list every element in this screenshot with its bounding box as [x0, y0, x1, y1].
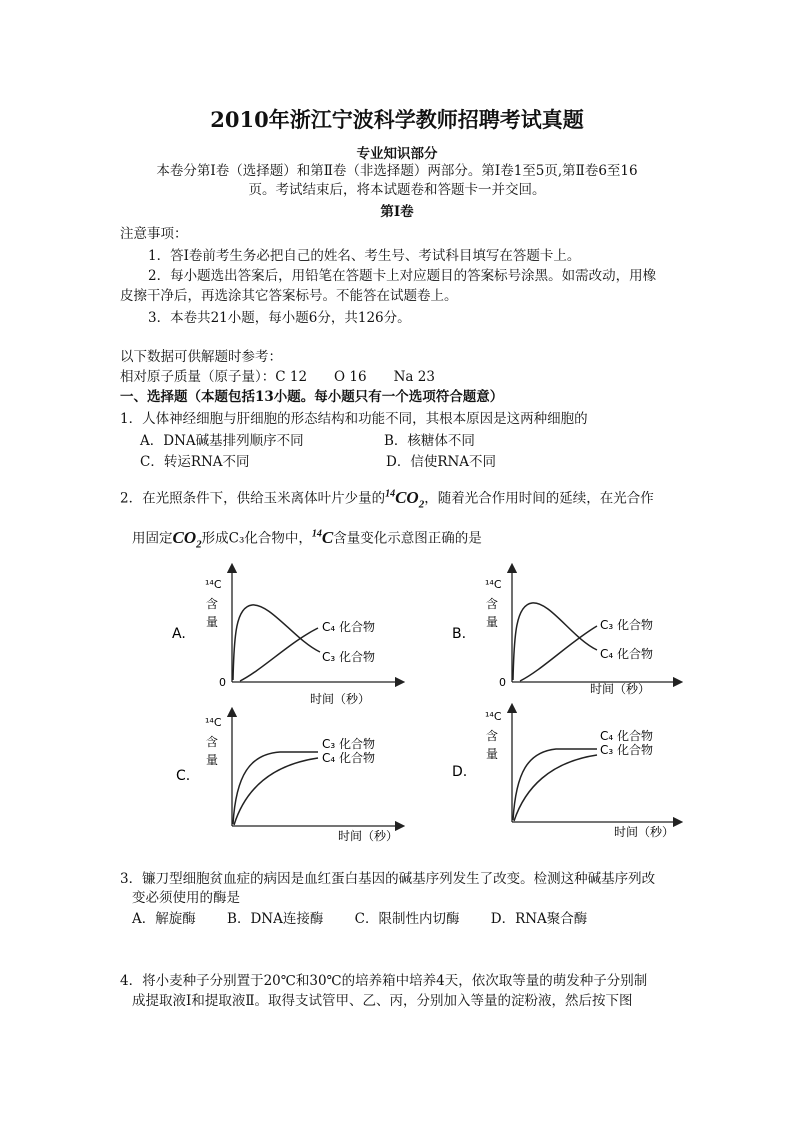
q2-stem-part-b: ，随着光合作用时间的延续，在光合作	[424, 490, 654, 507]
y-axis-label-mid: 含	[486, 597, 499, 611]
reference-line-2: 相对原子质量（原子量）：C 12 O 16 Na 23	[120, 369, 435, 385]
x-axis-label: 时间（秒）	[310, 692, 371, 706]
y-axis-label-mid: 含	[206, 597, 219, 611]
note-1: 1．答Ⅰ卷前考生务必把自己的姓名、考生号、考试科目填写在答题卡上。	[148, 248, 581, 264]
q3-stem-line-2: 变必须使用的酶是	[132, 890, 240, 906]
page-title: 2010年浙江宁波科学教师招聘考试真题	[210, 107, 584, 132]
x-axis-label: 时间（秒）	[590, 682, 651, 696]
x-axis-label: 时间（秒）	[338, 829, 399, 843]
panel-letter-b: B.	[452, 626, 467, 642]
note-3: 3．本卷共21小题，每小题6分，共126分。	[148, 310, 411, 326]
graph-panel-a	[172, 568, 400, 706]
y-axis-label-mid: 含	[206, 735, 219, 749]
curve-c3-fast-plateau	[233, 752, 318, 824]
note-2b: 皮擦干净后，再选涂其它答案标号。不能答在试题卷上。	[120, 288, 458, 304]
q4-stem-line-1: 4．将小麦种子分别置于20℃和30℃的培养箱中培养4天，依次取等量的萌发种子分别制	[120, 973, 648, 989]
q2-stem-line-1	[120, 484, 654, 514]
part1-heading: 一、选择题（本题包括13小题。每小题只有一个选项符合题意）	[120, 389, 504, 405]
origin-label: 0	[499, 676, 506, 689]
graph-panel-b	[452, 568, 678, 696]
q1-stem: 1．人体神经细胞与肝细胞的形态结构和功能不同，其根本原因是这两种细胞的	[120, 411, 588, 427]
series-label-lower: C₄ 化合物	[322, 751, 376, 765]
intro-line-1: 本卷分第Ⅰ卷（选择题）和第Ⅱ卷（非选择题）两部分。第Ⅰ卷1至5页,第Ⅱ卷6至16	[156, 163, 638, 179]
series-label-lower: C₄ 化合物	[600, 647, 654, 661]
y-axis-label-bot: 量	[486, 615, 499, 629]
y-axis-label-bot: 量	[486, 747, 499, 761]
q2-stem-line-2: 用固定$CO_2$形成C₃化合物中，$^{14}$C含量变化示意图正确的是	[132, 527, 482, 551]
note-2a: 2．每小题选出答案后，用铅笔在答题卡上对应题目的答案标号涂黑。如需改动，用橡	[148, 268, 657, 284]
q1-option-a: A．DNA碱基排列顺序不同	[140, 433, 304, 449]
q1-option-c: C．转运RNA不同	[140, 454, 250, 470]
series-label-upper: C₄ 化合物	[600, 729, 654, 743]
exam-subtitle: 专业知识部分	[356, 146, 438, 162]
curve-c4-slow-rise	[234, 758, 318, 825]
curve-c4-peak	[513, 603, 597, 680]
y-axis-label-mid: 含	[486, 729, 499, 743]
panel-letter-a: A.	[172, 626, 186, 642]
series-label-lower: C₃ 化合物	[600, 743, 654, 757]
graph-panel-d	[452, 708, 678, 839]
y-axis-label-top: ¹⁴C	[485, 578, 502, 591]
y-axis-label-bot: 量	[206, 615, 219, 629]
reference-line-1: 以下数据可供解题时参考：	[120, 349, 282, 365]
q3-options: A．解旋酶 B．DNA连接酶 C．限制性内切酶 D．RNA聚合酶	[132, 911, 588, 927]
y-axis-label-bot: 量	[206, 753, 219, 767]
curve-c3-peak	[233, 605, 320, 680]
curve-c4-fast-plateau	[513, 749, 597, 820]
y-axis-label-top: ¹⁴C	[205, 578, 222, 591]
panel-letter-c: C.	[176, 768, 191, 784]
curve-c3-rising	[520, 626, 597, 681]
graph-panel-c	[176, 712, 400, 843]
q1-option-d: D．信使RNA不同	[386, 454, 497, 470]
q1-option-b: B．核糖体不同	[384, 433, 475, 449]
isotope-co2-formula: $^{14}CO_2$	[385, 487, 425, 511]
origin-label: 0	[219, 676, 226, 689]
section-title: 第Ⅰ卷	[380, 204, 414, 220]
isotope-c14-formula: $^{14}$C	[311, 527, 334, 547]
intro-line-2: 页。考试结束后，将本试题卷和答题卡一并交回。	[248, 182, 546, 198]
series-label-upper: C₃ 化合物	[322, 737, 376, 751]
series-label-upper: C₃ 化合物	[600, 618, 654, 632]
x-axis-label: 时间（秒）	[614, 825, 675, 839]
notes-heading: 注意事项：	[120, 226, 188, 242]
y-axis-label-top: ¹⁴C	[205, 716, 222, 729]
c14-content-graphs-figure	[0, 560, 794, 850]
co2-formula: $CO_2$	[172, 527, 202, 551]
series-label-lower: C₃ 化合物	[322, 650, 376, 664]
y-axis-label-top: ¹⁴C	[485, 710, 502, 723]
q2-stem-part-a: 2．在光照条件下，供给玉米离体叶片少量的	[120, 490, 386, 507]
q4-stem-line-2: 成提取液Ⅰ和提取液Ⅱ。取得支试管甲、乙、丙，分别加入等量的淀粉液，然后按下图	[132, 993, 633, 1009]
curve-c4-rising	[240, 628, 318, 681]
series-label-upper: C₄ 化合物	[322, 620, 376, 634]
panel-letter-d: D.	[452, 764, 468, 780]
q3-stem-line-1: 3．镰刀型细胞贫血症的病因是血红蛋白基因的碱基序列发生了改变。检测这种碱基序列改	[120, 871, 656, 887]
